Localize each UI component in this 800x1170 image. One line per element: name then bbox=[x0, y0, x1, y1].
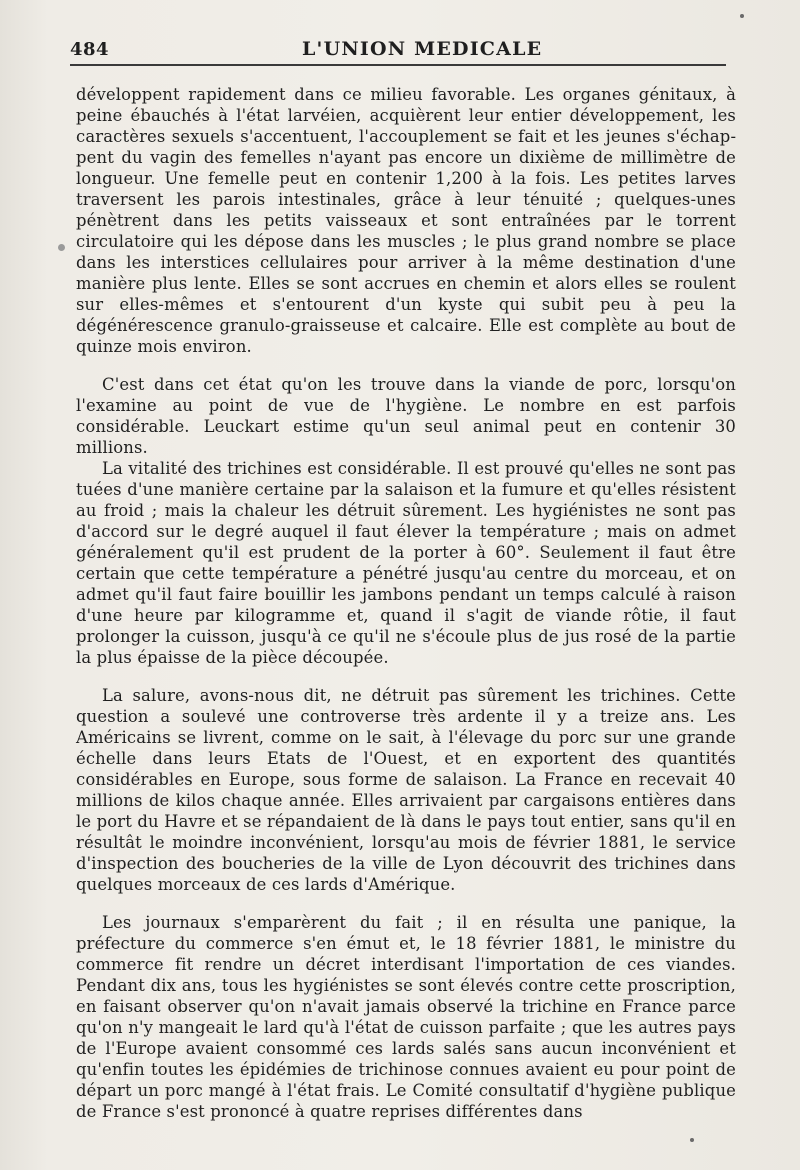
paragraph-3: La vitalité des trichines est considérable. Il est prouvé qu'elles ne sont pas tuées d'une manière certaine par la salaison et la fumure et qu'elles résistent au froid ; mais la chaleur les détruit sûrement. Les hygiénistes ne sont pas d'accord sur le degré auquel il faut élever la température ; mais on admet généralement qu'il est prudent de la porter à 60°. Seulement il faut être certain que cette température a pénétré jusqu'au centre du morceau, et on admet qu'il faut faire bouillir les jambons pendant un temps calculé à raison d'une heure par kilogramme et, quand il s'agit de viande rôtie, il faut prolonger la cuisson, jusqu'à ce qu'il ne s'écoule plus de jus rosé de la partie la plus épaisse de la pièce découpée. bbox=[76, 459, 736, 667]
page-number: 484 bbox=[70, 39, 110, 60]
ink-speck bbox=[58, 244, 65, 251]
paragraph-5: Les journaux s'emparèrent du fait ; il en résulta une panique, la préfecture du commerce s'en émut et, le 18 février 1881, le ministre du commerce fit rendre un décret interdisant l'importation de ces viandes. Pendant dix ans, tous les hygiénistes se sont élevés contre cette proscription, en faisant observer qu'on n'avait jamais observé la trichine en France parce qu'on n'y mangeait le lard qu'à l'état de cuisson parfaite ; que les autres pays de l'Europe avaient consommé ces lards salés sans aucun inconvénient et qu'enfin toutes les épidémies de trichinose connues avaient eu pour point de départ un porc mangé à l'état frais. Le Comité consultatif d'hygiène publique de France s'est prononcé à quatre reprises différentes dans bbox=[76, 913, 736, 1121]
ink-speck bbox=[690, 1138, 694, 1142]
article-body bbox=[76, 84, 736, 1122]
page-header bbox=[70, 30, 726, 66]
running-head: L'UNION MEDICALE bbox=[302, 38, 543, 60]
paragraph-1: développent rapidement dans ce milieu favorable. Les organes génitaux, à peine ébauchés à l'état larvéien, acquièrent leur entier développement, les caractères sexuels s'accentuent, l'accouplement se fait et les jeunes s'échappent du vagin des femelles n'ayant pas encore un dixième de millimètre de longueur. Une femelle peut en contenir 1,200 à la fois. Les petites larves traversent les parois intestinales, grâce à leur ténuité ; quelques-unes pénètrent dans les petits vaisseaux et sont entraînées par le torrent circulatoire qui les dépose dans les muscles ; le plus grand nombre se place dans les interstices cellulaires pour arriver à la même destination d'une manière plus lente. Elles se sont accrues en chemin et alors elles se roulent sur elles-mêmes et s'entourent d'un kyste qui subit peu à peu la dégénérescence granulo-graisseuse et calcaire. Elle est complète au bout de quinze mois environ. bbox=[76, 85, 736, 356]
paragraph-4: La salure, avons-nous dit, ne détruit pas sûrement les trichines. Cette question a soulevé une controverse très ardente il y a treize ans. Les Américains se livrent, comme on le sait, à l'élevage du porc sur une grande échelle dans leurs Etats de l'Ouest, et en exportent des quantités considérables en Europe, sous forme de salaison. La France en recevait 40 millions de kilos chaque année. Elles arrivaient par cargaisons entières dans le port du Havre et se répandaient de là dans le pays tout entier, sans qu'il en résultât le moindre inconvénient, lorsqu'au mois de février 1881, le service d'inspection des boucheries de la ville de Lyon découvrit des trichines dans quelques morceaux de ces lards d'Amérique. bbox=[76, 686, 736, 894]
ink-speck bbox=[740, 14, 744, 18]
paragraph-2: C'est dans cet état qu'on les trouve dans la viande de porc, lorsqu'on l'examine au point de vue de l'hygiène. Le nombre en est parfois considérable. Leuckart estime qu'un seul animal peut en contenir 30 millions. bbox=[76, 375, 736, 457]
